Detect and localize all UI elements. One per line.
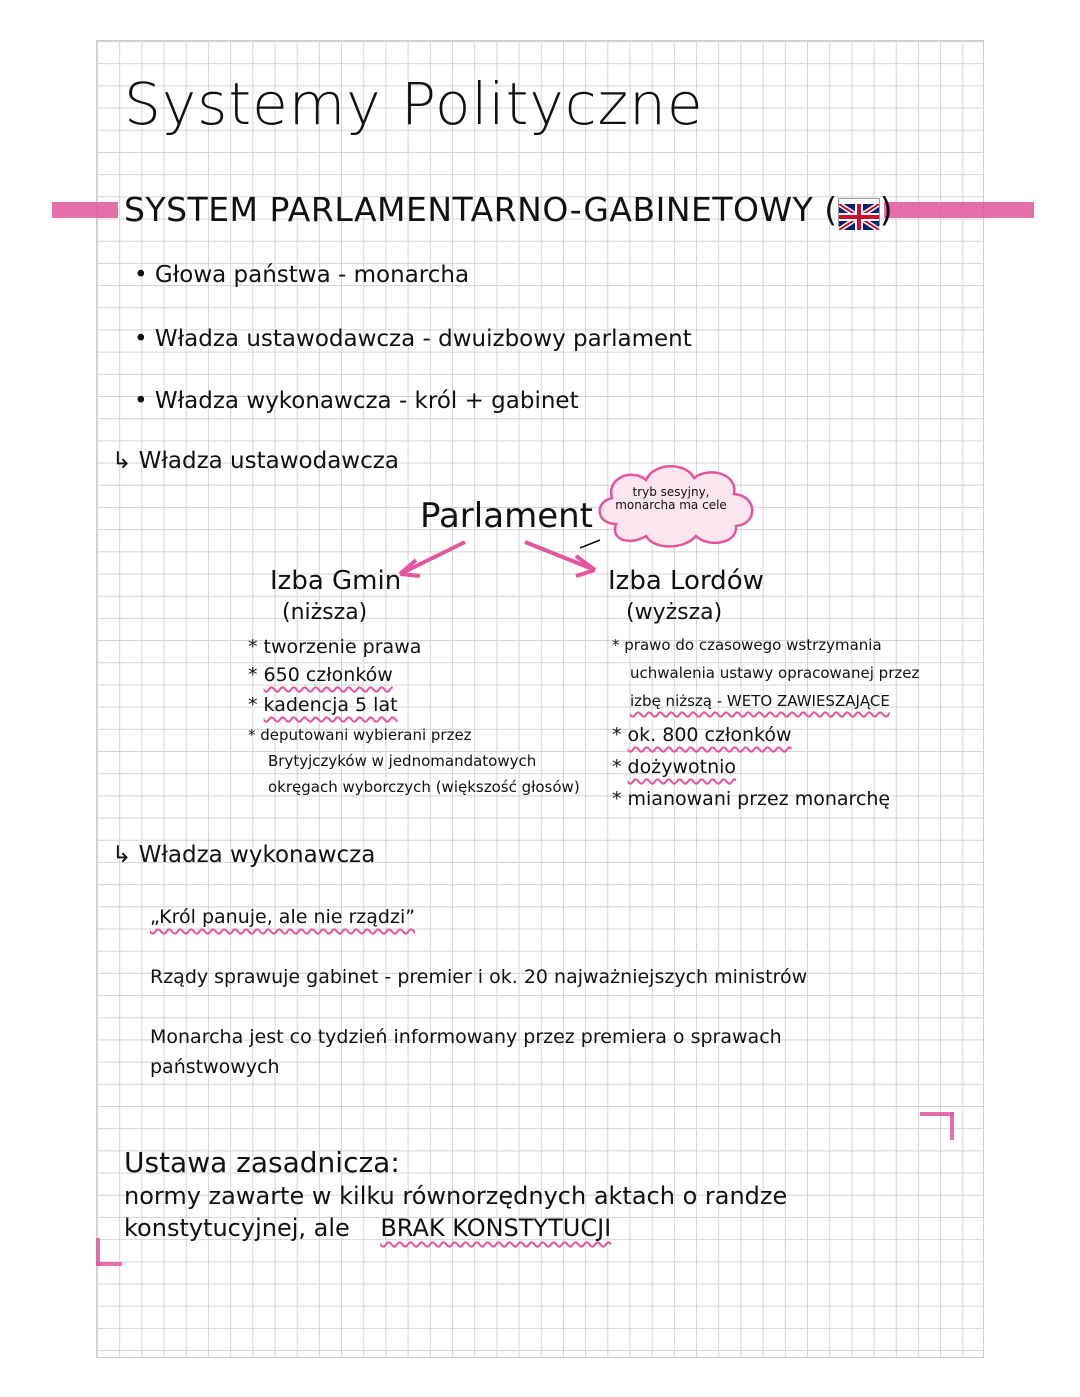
lords-item: uchwalenia ustawy opracowanej przez bbox=[630, 664, 920, 682]
lords-item: * dożywotnio bbox=[612, 756, 737, 778]
constitution-line: normy zawarte w kilku równorzędnych aktach o randze bbox=[124, 1182, 788, 1210]
commons-sub: (niższa) bbox=[282, 600, 368, 625]
section-heading-text: SYSTEM PARLAMENTARNO-GABINETOWY ( bbox=[124, 190, 838, 229]
corner-mark bbox=[950, 1112, 954, 1140]
bullet-item: • Władza wykonawcza - król + gabinet bbox=[134, 388, 579, 414]
executive-heading: ↳ Władza wykonawcza bbox=[112, 842, 376, 868]
highlight-left bbox=[52, 202, 118, 218]
commons-item: Brytyjczyków w jednomandatowych bbox=[268, 752, 537, 770]
commons-item: * kadencja 5 lat bbox=[248, 694, 398, 716]
executive-line: Monarcha jest co tydzień informowany przez premiera o sprawach bbox=[150, 1026, 782, 1048]
commons-item: * tworzenie prawa bbox=[248, 636, 422, 658]
lords-item: * ok. 800 członków bbox=[612, 724, 792, 746]
parliament-label: Parlament bbox=[420, 496, 593, 536]
lords-sub: (wyższa) bbox=[626, 600, 723, 625]
page-title: Systemy Polityczne bbox=[124, 70, 704, 138]
arrow-icon: ↳ bbox=[112, 842, 132, 868]
section-heading bbox=[124, 190, 893, 229]
commons-item: * 650 członków bbox=[248, 664, 393, 686]
constitution-line: konstytucyjnej, ale BRAK KONSTYTUCJI bbox=[124, 1214, 612, 1242]
commons-item: * deputowani wybierani przez bbox=[248, 726, 472, 744]
constitution-heading: Ustawa zasadnicza: bbox=[124, 1146, 400, 1179]
bullet-item: • Władza ustawodawcza - dwuizbowy parlament bbox=[134, 326, 692, 352]
lords-item: * mianowani przez monarchę bbox=[612, 788, 891, 810]
lords-item: * prawo do czasowego wstrzymania bbox=[612, 636, 882, 654]
executive-line: Rządy sprawuje gabinet - premier i ok. 20 najważniejszych ministrów bbox=[150, 966, 808, 988]
lords-item: izbę niższą - WETO ZAWIESZAJĄCE bbox=[630, 692, 890, 710]
corner-mark bbox=[96, 1262, 122, 1266]
commons-item: okręgach wyborczych (większość głosów) bbox=[268, 778, 580, 796]
bullet-item: • Głowa państwa - monarcha bbox=[134, 262, 470, 288]
lords-name: Izba Lordów bbox=[608, 566, 764, 596]
uk-flag-icon bbox=[838, 198, 880, 226]
executive-line: państwowych bbox=[150, 1056, 280, 1078]
corner-mark bbox=[920, 1112, 954, 1116]
section-heading-close: ) bbox=[879, 190, 894, 229]
branch-arrows bbox=[380, 530, 620, 590]
commons-name: Izba Gmin bbox=[270, 566, 402, 596]
legislative-heading: ↳ Władza ustawodawcza bbox=[112, 448, 399, 474]
executive-quote: „Król panuje, ale nie rządzi” bbox=[150, 906, 416, 928]
arrow-icon: ↳ bbox=[112, 448, 132, 474]
cloud-note-text: tryb sesyjny, monarcha ma cele bbox=[615, 485, 727, 512]
constitution-emphasis: BRAK KONSTYTUCJI bbox=[380, 1214, 612, 1242]
highlight-right bbox=[884, 202, 1034, 218]
